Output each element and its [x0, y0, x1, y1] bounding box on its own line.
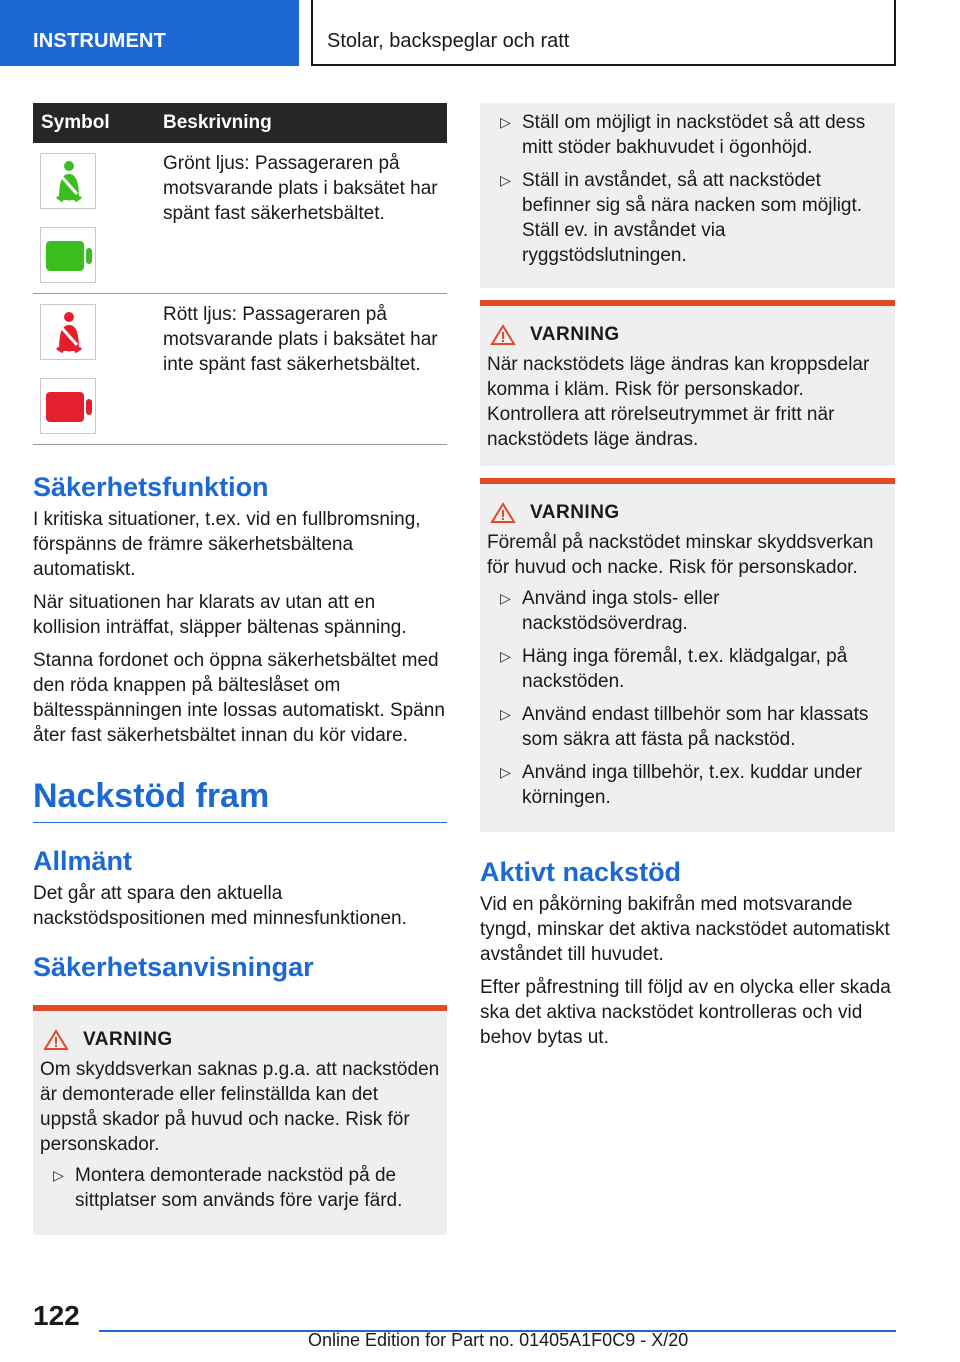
header-section-tab [0, 0, 299, 66]
left-column [33, 103, 447, 1235]
paragraph: Det går att spara den aktuella nackstödspositionen med minnesfunktionen. [33, 883, 407, 929]
list-item: ▷ Använd inga tillbehör, t.ex. kuddar under körningen. [487, 760, 888, 810]
header-title-box [311, 0, 896, 66]
list-item: ▷ Montera demonterade nackstöd på de sittplatser som används före varje färd. [40, 1163, 440, 1213]
symbol-table [33, 103, 447, 445]
warning-list [487, 586, 888, 810]
warning-triangle-icon [490, 502, 516, 524]
warning-text: Föremål på nackstödet minskar skyddsverkan för huvud och nacke. Risk för personskador. [487, 532, 874, 578]
warning-triangle-icon [43, 1029, 69, 1051]
header-title: Stolar, backspeglar och ratt [327, 30, 570, 52]
warning-label: VARNING [530, 324, 620, 345]
warning-label: VARNING [83, 1029, 173, 1050]
list-item: ▷ Använd inga stols- eller nackstödsöverdrag. [487, 586, 888, 636]
warning-list [40, 1163, 440, 1213]
table-row [33, 294, 447, 445]
seatbelt-icon [40, 304, 96, 360]
paragraph: I kritiska situationer, t.ex. vid en fullbromsning, förspänns de främre säkerhetsbältena automatiskt. [33, 509, 421, 580]
warning-box [480, 478, 895, 832]
footer-edition: Online Edition for Part no. 01405A1F0C9 - X/20 [308, 1330, 689, 1350]
list-item: ▷ Ställ in avståndet, så att nackstödet befinner sig så nära nacken som möjligt. Ställ ev. in avståndet via ryggstödslutningen. [487, 168, 888, 268]
seatbelt-icon [40, 153, 96, 209]
table-header-symbol: Symbol [33, 103, 156, 143]
heading-sakerhetsfunktion: Säkerhetsfunktion [33, 472, 269, 502]
seat-indicator-icon [40, 227, 96, 283]
paragraph: Efter påfrestning till följd av en olycka eller skada ska det aktiva nackstödet kontrolleras och vid behov bytas ut. [480, 977, 891, 1048]
paragraph: Vid en påkörning bakifrån med motsvarande tyngd, minskar det aktiva nackstödet automatiskt avståndet till huvudet. [480, 894, 890, 965]
table-cell-description: Grönt ljus: Passageraren på motsvarande plats i baksätet har spänt fast säkerhetsbältet. [156, 143, 447, 294]
paragraph: Stanna fordonet och öppna säkerhetsbältet med den röda knappen på bälteslåset om bältesspänningen inte lossas automatiskt. Spänn åter fast säkerhetsbältet innan du kör vidare. [33, 650, 445, 746]
instruction-list [487, 110, 888, 268]
heading-aktivt-nackstod: Aktivt nackstöd [480, 857, 682, 887]
warning-text: När nackstödets läge ändras kan kroppsdelar komma i kläm. Risk för personskador. Kontrollera att rörelseutrymmet är fritt när nackstödets läge ändras. [487, 354, 870, 450]
warning-text: Om skyddsverkan saknas p.g.a. att nackstöden är demonterade eller felinställda kan det uppstå skador på huvud och nacke. Risk för personskador. [40, 1059, 440, 1155]
warning-box [33, 1005, 447, 1235]
page-number: 122 [33, 1300, 80, 1331]
header-section-label: INSTRUMENT [33, 30, 167, 52]
paragraph: När situationen har klarats av utan att en kollision inträffat, släpper bältenas spänning. [33, 592, 407, 638]
table-header-description: Beskrivning [156, 103, 447, 143]
table-cell-description: Rött ljus: Passageraren på motsvarande plats i baksätet har inte spänt fast säkerhetsbältet. [156, 294, 447, 445]
heading-sakerhetsanvisningar: Säkerhetsanvisningar [33, 952, 314, 982]
seat-indicator-icon [40, 378, 96, 434]
warning-box [480, 300, 895, 466]
heading-nackstod-fram: Nackstöd fram [33, 776, 447, 823]
instruction-box [480, 103, 895, 288]
list-item: ▷ Använd endast tillbehör som har klassats som säkra att fästa på nackstöd. [487, 702, 888, 752]
heading-allmant: Allmänt [33, 846, 133, 876]
table-row [33, 143, 447, 294]
warning-triangle-icon [490, 324, 516, 346]
right-column [480, 103, 895, 1058]
list-item: ▷ Häng inga föremål, t.ex. klädgalgar, på nackstöden. [487, 644, 888, 694]
warning-label: VARNING [530, 502, 620, 523]
list-item: ▷ Ställ om möjligt in nackstödet så att dess mitt stöder bakhuvudet i ögonhöjd. [487, 110, 888, 160]
